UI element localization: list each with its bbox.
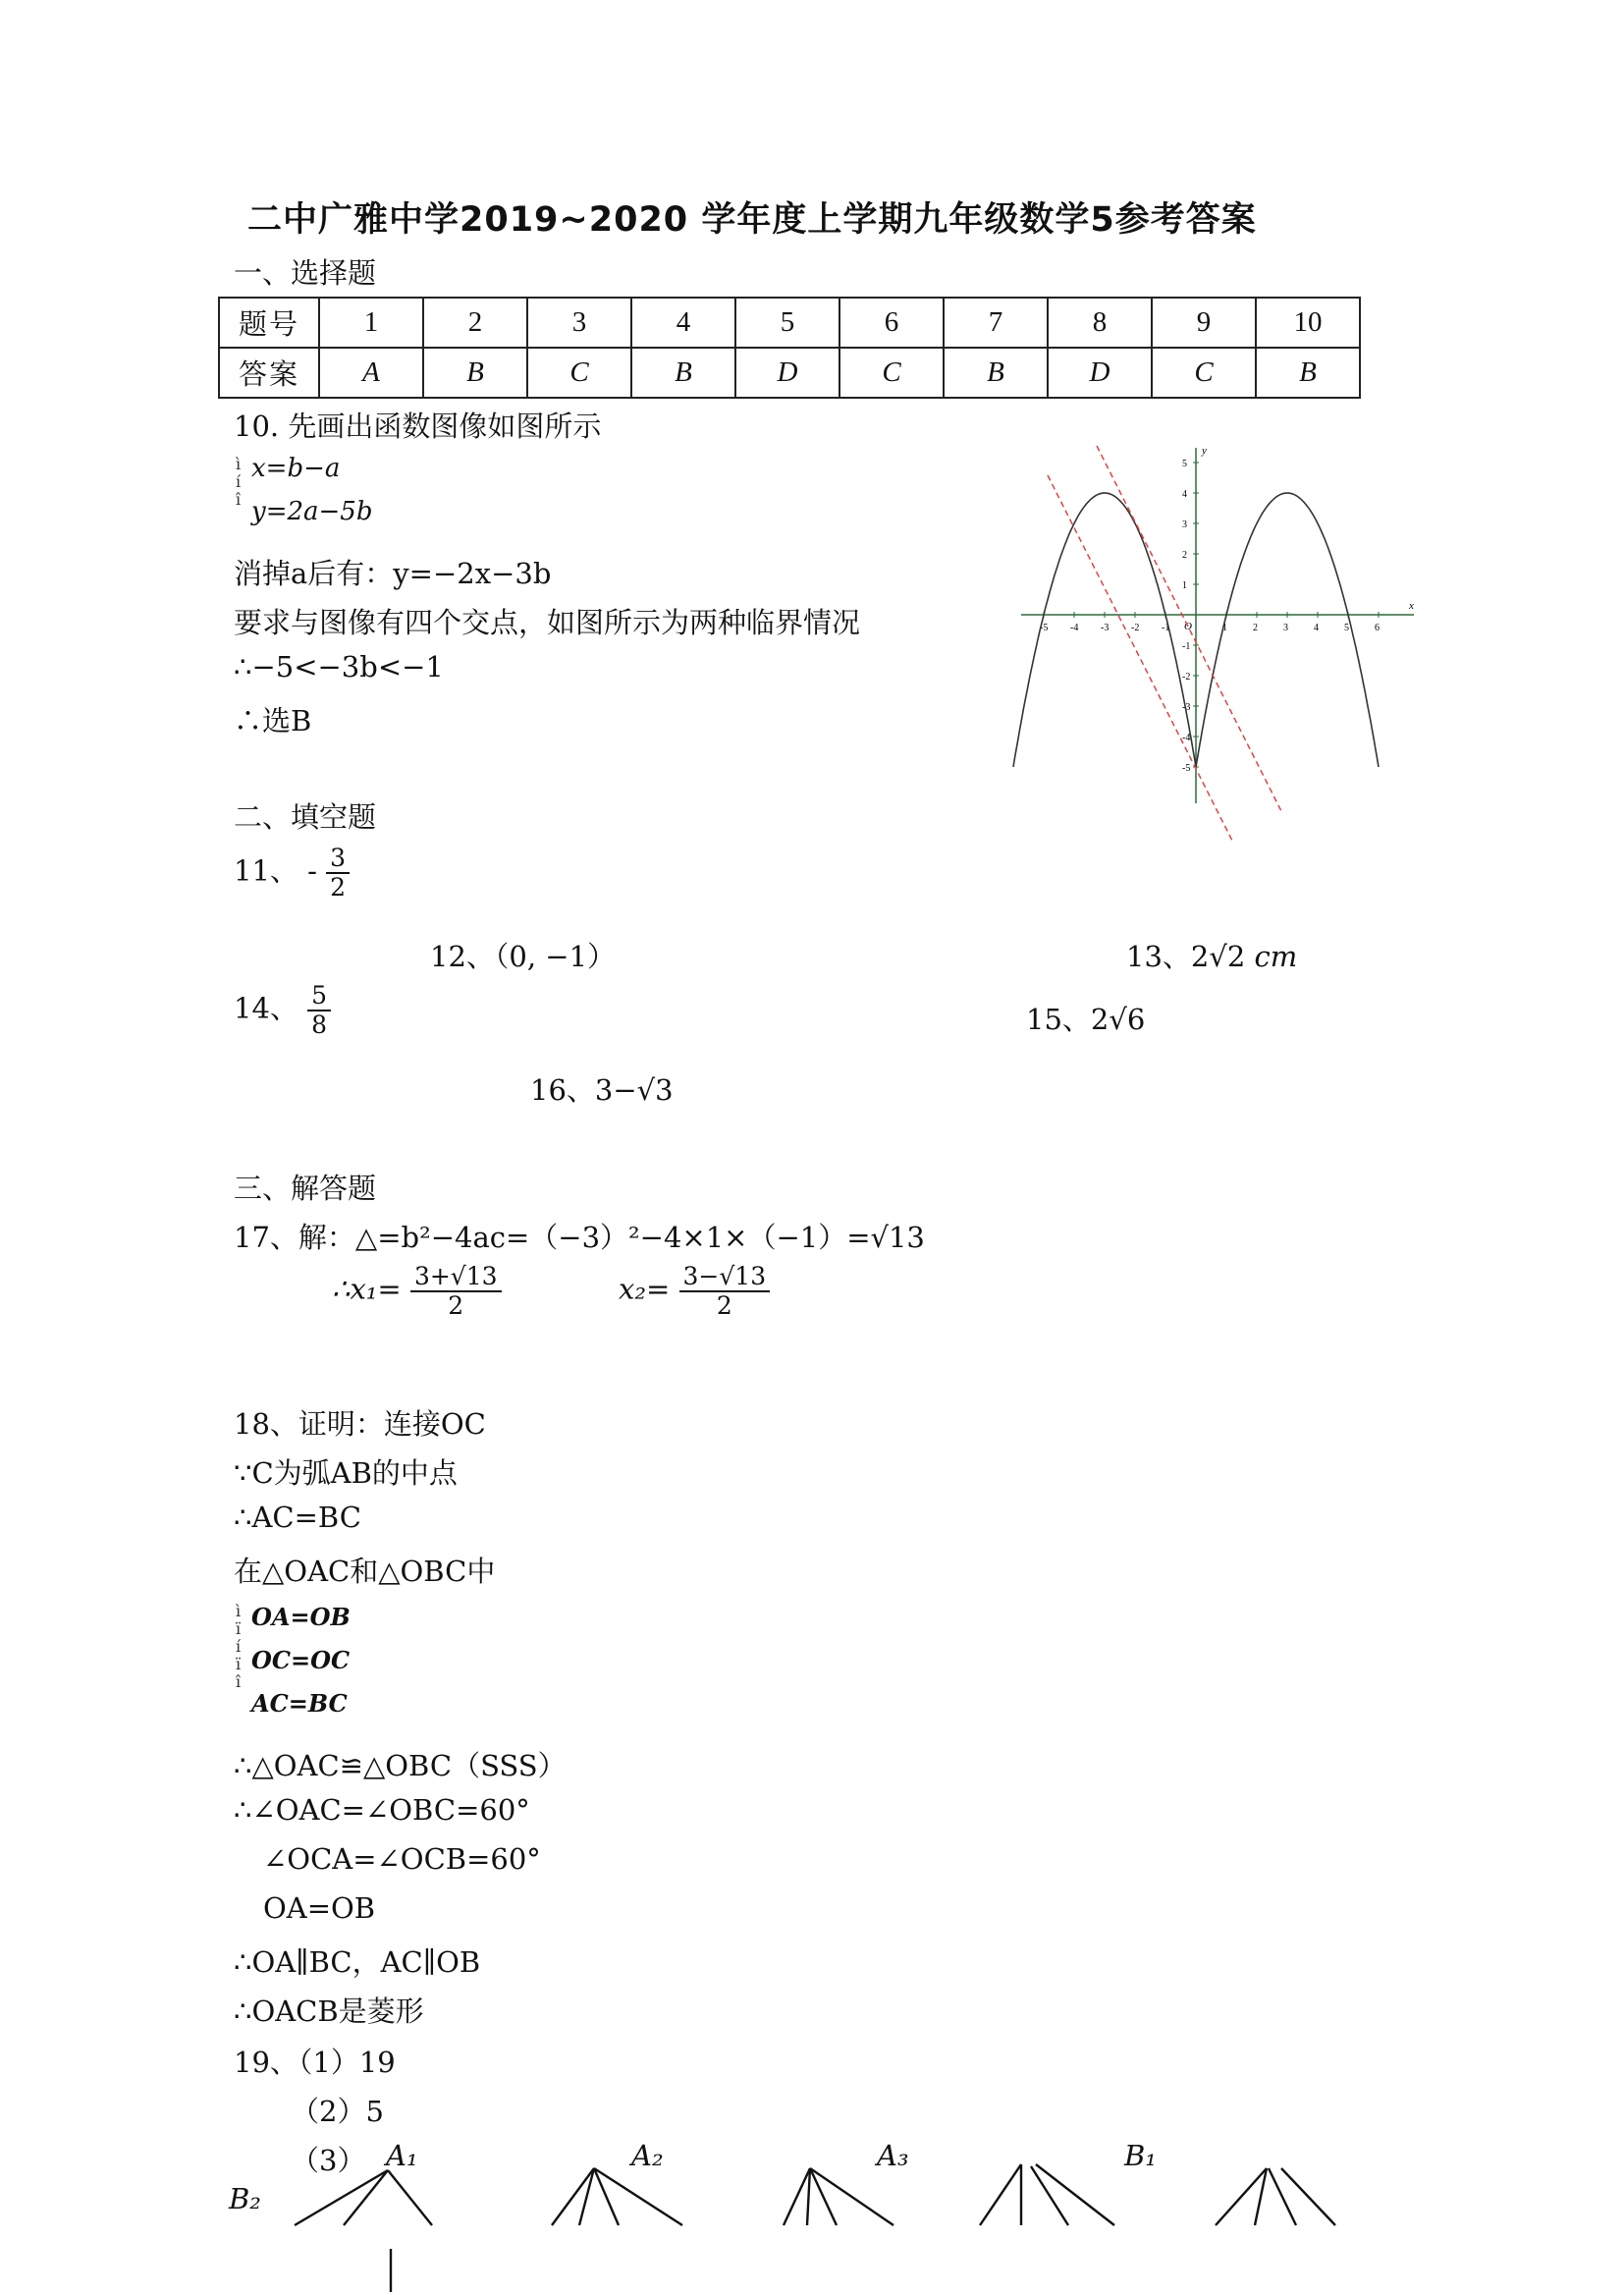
q18-system-eq: OA=OB xyxy=(251,1603,351,1631)
tree-branch xyxy=(807,2168,810,2225)
q10-line3: 要求与图像有四个交点，如图所示为两种临界情况 xyxy=(234,606,861,639)
table-cell: 5 xyxy=(735,298,839,348)
table-cell: B xyxy=(944,348,1048,398)
q10-line4: ∴−5<−3b<−1 xyxy=(234,650,444,683)
table-row xyxy=(219,348,1360,398)
q19-part1: 19、（1）19 xyxy=(234,2046,396,2079)
q18-system-eq: OC=OC xyxy=(251,1646,351,1674)
q11-sign: - xyxy=(307,853,317,888)
table-cell: B xyxy=(423,348,527,398)
q11-denominator: 2 xyxy=(330,872,347,902)
table-cell: 3 xyxy=(527,298,631,348)
table-cell: 题号 xyxy=(219,298,319,348)
table-cell: B xyxy=(1256,348,1360,398)
q10-line1: 10. 先画出函数图像如图所示 xyxy=(234,410,602,443)
section-heading-fill: 二、填空题 xyxy=(234,800,377,834)
q16-value: 3−√3 xyxy=(594,1073,674,1107)
q16-label: 16、 xyxy=(530,1073,595,1107)
q18-line: ∴AC=BC xyxy=(234,1501,361,1534)
table-cell: 9 xyxy=(1152,298,1256,348)
tree-label-a2: A₂ xyxy=(631,2139,664,2172)
q17-x2-fraction xyxy=(679,1263,771,1319)
q17-x2-label: x₂= xyxy=(619,1272,671,1306)
tree-label-b1: B₁ xyxy=(1124,2139,1157,2172)
table-cell: 10 xyxy=(1256,298,1360,348)
answer-13 xyxy=(1126,935,1297,975)
q14-denominator: 8 xyxy=(311,1010,328,1039)
q17-root-x2 xyxy=(619,1263,770,1319)
q18-line: 在△OAC和△OBC中 xyxy=(234,1555,496,1588)
tree-label-a1: A₁ xyxy=(386,2139,418,2172)
q17-x2-denominator: 2 xyxy=(716,1290,732,1320)
y-tick-label: 3 xyxy=(1182,519,1187,530)
tree-label-b2: B₂ xyxy=(229,2182,261,2215)
x-tick-label: 5 xyxy=(1344,623,1349,633)
section-heading-solve: 三、解答题 xyxy=(234,1172,377,1205)
table-cell: D xyxy=(735,348,839,398)
q17-x2-numerator: 3−√13 xyxy=(679,1263,771,1292)
page-title: 二中广雅中学2019~2020 学年度上学期九年级数学5参考答案 xyxy=(247,200,1257,240)
q18-line: ∵C为弧AB的中点 xyxy=(234,1456,458,1490)
tree-branch xyxy=(784,2168,810,2225)
y-tick-label: 4 xyxy=(1182,489,1187,500)
y-tick-label: -1 xyxy=(1182,641,1191,652)
q14-numerator: 5 xyxy=(307,982,331,1011)
tree-branch xyxy=(1269,2168,1296,2225)
answer-14 xyxy=(234,982,331,1038)
table-cell: C xyxy=(527,348,631,398)
q17-root-x1 xyxy=(332,1263,502,1319)
table-cell: C xyxy=(839,348,944,398)
q10-line5: ∴选B xyxy=(234,704,312,738)
answer-12: 12、（0, −1） xyxy=(430,940,617,973)
tree-branch xyxy=(1255,2168,1267,2225)
q17-x1-denominator: 2 xyxy=(448,1290,464,1320)
tree-branch xyxy=(1216,2168,1267,2225)
answer-table xyxy=(218,297,1361,399)
q15-value: 2√6 xyxy=(1090,1003,1146,1036)
function-graph xyxy=(1001,440,1424,852)
table-cell: D xyxy=(1048,348,1152,398)
origin-label: O xyxy=(1184,621,1192,632)
q18-line: OA=OB xyxy=(263,1891,376,1925)
x-tick-label: 3 xyxy=(1283,623,1288,633)
table-cell: A xyxy=(319,348,423,398)
table-cell: 答案 xyxy=(219,348,319,398)
table-cell: 4 xyxy=(631,298,735,348)
y-tick-label: -2 xyxy=(1182,672,1191,683)
q18-system-eq: AC=BC xyxy=(251,1689,348,1718)
section-heading-choice: 一、选择题 xyxy=(234,256,377,290)
y-tick-label: -5 xyxy=(1182,763,1191,774)
x-tick-label: -5 xyxy=(1040,623,1049,633)
tree-branch xyxy=(1281,2168,1335,2225)
tree-branch xyxy=(344,2170,388,2225)
q18-line: ∴OA∥BC，AC∥OB xyxy=(234,1945,481,1979)
table-cell: 2 xyxy=(423,298,527,348)
q13-unit: cm xyxy=(1254,940,1298,973)
table-cell: C xyxy=(1152,348,1256,398)
y-axis-label: y xyxy=(1202,445,1207,457)
q17-x1-fraction xyxy=(410,1263,502,1319)
table-cell: 7 xyxy=(944,298,1048,348)
tree-branch xyxy=(388,2170,432,2225)
tree-label-a3: A₃ xyxy=(877,2139,909,2172)
y-tick-label: -3 xyxy=(1182,702,1191,713)
table-cell: 8 xyxy=(1048,298,1152,348)
q14-label: 14、 xyxy=(234,991,298,1025)
q14-fraction xyxy=(307,982,331,1038)
q13-value: 2√2 xyxy=(1190,940,1246,973)
answer-15 xyxy=(1026,998,1145,1038)
system-brace: ì ï í ï î xyxy=(236,1602,242,1691)
x-tick-label: 1 xyxy=(1222,623,1227,633)
q18-line: ∴△OAC≌△OBC（SSS） xyxy=(234,1749,567,1782)
y-tick-label: 1 xyxy=(1182,580,1187,591)
answer-11 xyxy=(234,845,350,901)
q17-x1-label: ∴x₁= xyxy=(332,1272,402,1306)
x-tick-label: -1 xyxy=(1162,623,1170,633)
tree-branch xyxy=(980,2164,1021,2225)
table-row xyxy=(219,298,1360,348)
y-tick-label: 2 xyxy=(1182,550,1187,561)
q11-label: 11、 xyxy=(234,853,298,888)
q19-part3: （3） xyxy=(291,2144,366,2177)
y-tick-label: -4 xyxy=(1182,733,1191,743)
q18-line: 18、证明：连接OC xyxy=(234,1407,486,1441)
tree-branch xyxy=(295,2170,388,2225)
table-cell: 6 xyxy=(839,298,944,348)
q11-fraction xyxy=(326,845,350,901)
q10-system-eq2: y=2a−5b xyxy=(251,497,373,526)
y-tick-label: 5 xyxy=(1182,459,1187,469)
x-tick-label: 2 xyxy=(1253,623,1258,633)
x-axis-label: x xyxy=(1409,600,1414,612)
x-tick-label: 6 xyxy=(1375,623,1380,633)
x-tick-label: -2 xyxy=(1131,623,1140,633)
q17-x1-numerator: 3+√13 xyxy=(410,1263,502,1292)
q11-numerator: 3 xyxy=(326,845,350,874)
system-brace: ì í î xyxy=(236,455,242,509)
q10-line2: 消掉a后有：y=−2x−3b xyxy=(234,557,552,590)
q18-line: ∠OCA=∠OCB=60° xyxy=(263,1842,541,1876)
table-cell: 1 xyxy=(319,298,423,348)
q19-part2: （2）5 xyxy=(291,2095,384,2128)
q17-line: 17、解：△=b²−4ac=（−3）²−4×1×（−1）=√13 xyxy=(234,1221,925,1254)
q18-line: ∴OACB是菱形 xyxy=(234,1994,424,2028)
q18-line: ∴∠OAC=∠OBC=60° xyxy=(234,1793,530,1827)
answer-16 xyxy=(530,1068,674,1109)
q15-label: 15、 xyxy=(1026,1003,1091,1036)
q10-system-eq1: x=b−a xyxy=(251,454,341,483)
critical-line-1 xyxy=(1048,475,1233,843)
tree-diagram xyxy=(275,2160,1355,2295)
x-tick-label: 4 xyxy=(1314,623,1319,633)
table-cell: B xyxy=(631,348,735,398)
x-tick-label: -4 xyxy=(1070,623,1079,633)
q13-label: 13、 xyxy=(1126,940,1191,973)
x-tick-label: -3 xyxy=(1101,623,1110,633)
